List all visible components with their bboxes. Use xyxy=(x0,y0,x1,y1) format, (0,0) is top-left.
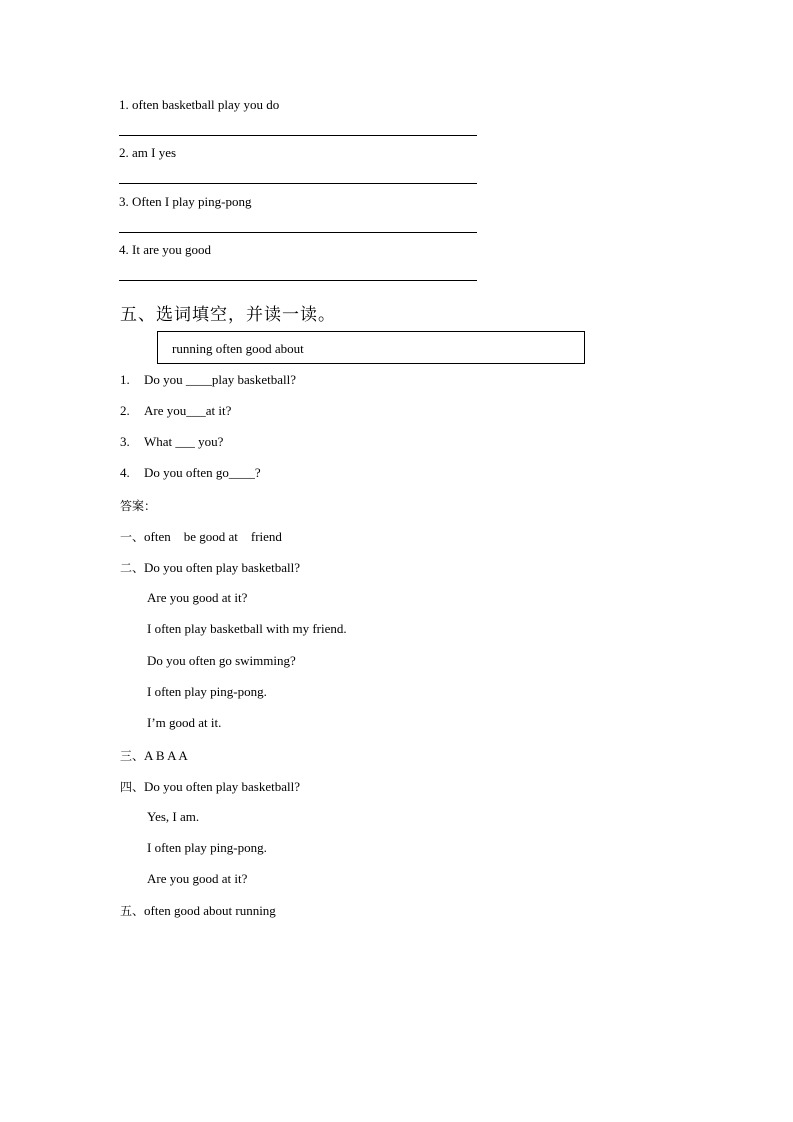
answer-4-line-1: 四、Do you often play basketball? xyxy=(120,779,300,794)
word-box-text: running often good about xyxy=(172,341,304,356)
question-3: 3. What ___ you? xyxy=(120,434,224,449)
reorder-item-3: 3. Often I play ping-pong xyxy=(119,194,252,209)
question-4: 4. Do you often go____? xyxy=(120,465,261,480)
answer-2-line-6: I’m good at it. xyxy=(147,715,222,730)
answer-line-3 xyxy=(119,232,477,233)
answer-2-line-1: 二、Do you often play basketball? xyxy=(120,560,300,575)
answer-line-2 xyxy=(119,183,477,184)
answer-4-line-2: Yes, I am. xyxy=(147,809,200,824)
reorder-item-1: 1. often basketball play you do xyxy=(119,97,280,112)
answers-label: 答案： xyxy=(120,499,157,513)
answer-4-line-4: Are you good at it? xyxy=(147,871,248,886)
answer-1: 一、often be good at friend xyxy=(120,529,282,544)
answer-line-4 xyxy=(119,280,477,281)
reorder-item-2: 2. am I yes xyxy=(119,145,177,160)
answer-2-line-4: Do you often go swimming? xyxy=(147,653,296,668)
section-5-heading: 五、选词填空，并读一读。 xyxy=(120,305,336,325)
answer-4-line-3: I often play ping-pong. xyxy=(147,840,267,855)
answer-2-line-2: Are you good at it? xyxy=(147,590,248,605)
answer-line-1 xyxy=(119,135,477,136)
word-box xyxy=(157,331,585,364)
reorder-item-4: 4. It are you good xyxy=(119,242,212,257)
answer-3: 三、A B A A xyxy=(120,748,188,763)
question-2: 2. Are you___at it? xyxy=(120,403,232,418)
answer-5: 五、often good about running xyxy=(120,903,276,918)
answer-2-line-3: I often play basketball with my friend. xyxy=(147,621,347,636)
answer-2-line-5: I often play ping-pong. xyxy=(147,684,267,699)
question-1: 1. Do you ____play basketball? xyxy=(120,372,296,387)
